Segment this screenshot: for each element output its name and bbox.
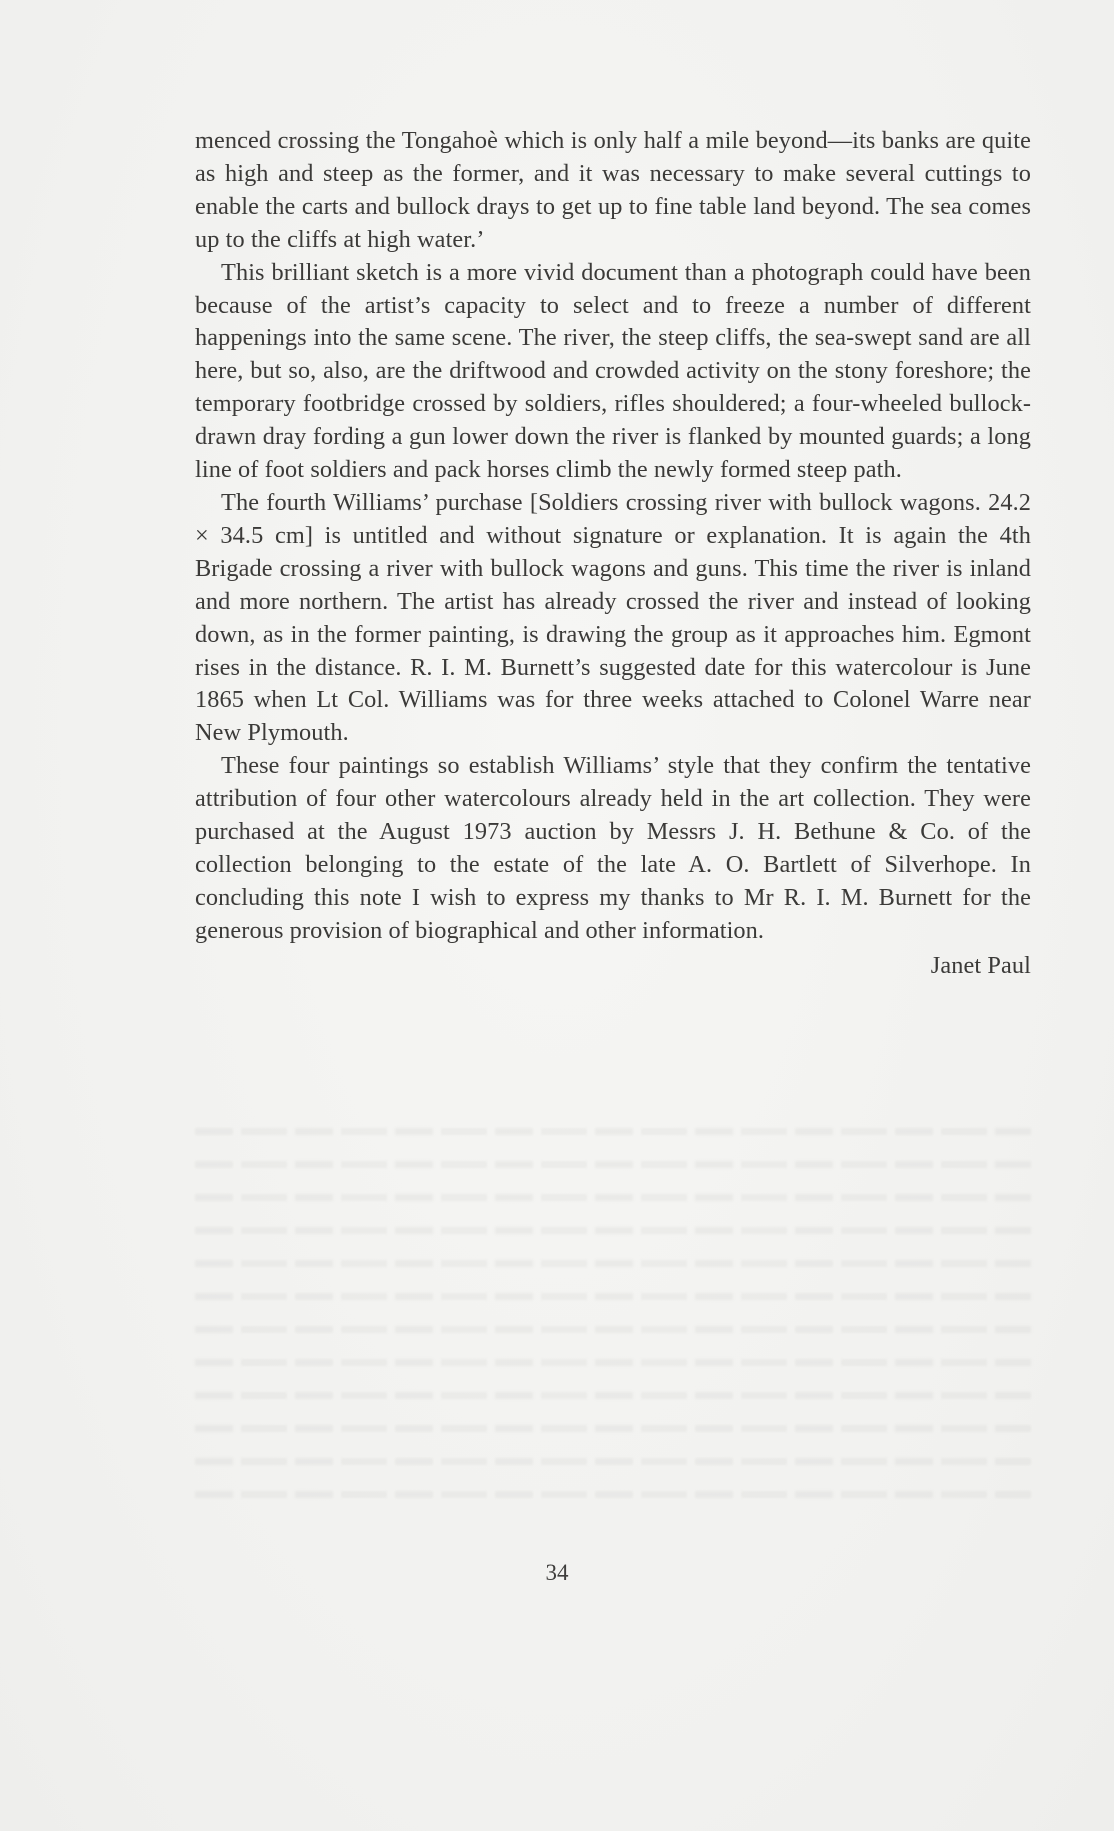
reverse-side-bleed-through: [195, 1128, 1031, 1524]
bleed-line: [195, 1161, 1031, 1168]
bleed-line: [195, 1227, 1031, 1234]
bleed-line: [195, 1458, 1031, 1465]
page-number: 34: [545, 1560, 569, 1585]
bleed-line: [195, 1128, 1031, 1135]
author-signature: Janet Paul: [930, 951, 1031, 979]
bleed-line: [195, 1359, 1031, 1366]
bleed-line: [195, 1425, 1031, 1432]
bleed-line: [195, 1392, 1031, 1399]
bleed-line: [195, 1491, 1031, 1498]
article-body: [195, 125, 1031, 983]
bleed-line: [195, 1326, 1031, 1333]
paragraph-continued-quote: menced crossing the Tongahoè which is only half a mile beyond—its banks are quite as high and steep as the former, and it was necessary to make several cuttings to enable the carts and bullock drays to get up to fine table land beyond. The sea comes up to the cliffs at high water.’: [195, 127, 1031, 253]
bleed-line: [195, 1194, 1031, 1201]
paragraph-fourth-purchase: The fourth Williams’ purchase [Soldiers crossing river with bullock wagons. 24.2 × 34.5 cm] is untitled and without signature or explanation. It is again the 4th Brigade crossing a river with bullock wagons and guns. This time the river is inland and more northern. The artist has already crossed the river and instead of looking down, as in the former painting, is drawing the group as it approaches him. Egmont rises in the distance. R. I. M. Burnett’s suggested date for this watercolour is June 1865 when Lt Col. Williams was for three weeks attached to Colonel Warre near New Plymouth.: [195, 488, 1031, 747]
bleed-line: [195, 1293, 1031, 1300]
paragraph-sketch-description: This brilliant sketch is a more vivid document than a photograph could have been because of the artist’s capacity to select and to freeze a number of different happenings into the same scene. The river, the steep cliffs, the sea-swept sand are all here, but so, also, are the driftwood and crowded activity on the stony foreshore; the temporary footbridge crossed by soldiers, rifles shouldered; a four-wheeled bullockdrawn dray fording a gun lower down the river is flanked by mounted guards; a long line of foot soldiers and pack horses climb the newly formed steep path.: [195, 258, 1031, 484]
paragraph-conclusion: These four paintings so establish Williams’ style that they confirm the tentative attribution of four other watercolours already held in the art collection. They were purchased at the August 1973 auction by Messrs J. H. Bethune & Co. of the collection belonging to the estate of the late A. O. Bartlett of Silverhope. In concluding this note I wish to express my thanks to Mr R. I. M. Burnett for the generous provision of biographical and other information.: [195, 752, 1031, 944]
bleed-line: [195, 1260, 1031, 1267]
